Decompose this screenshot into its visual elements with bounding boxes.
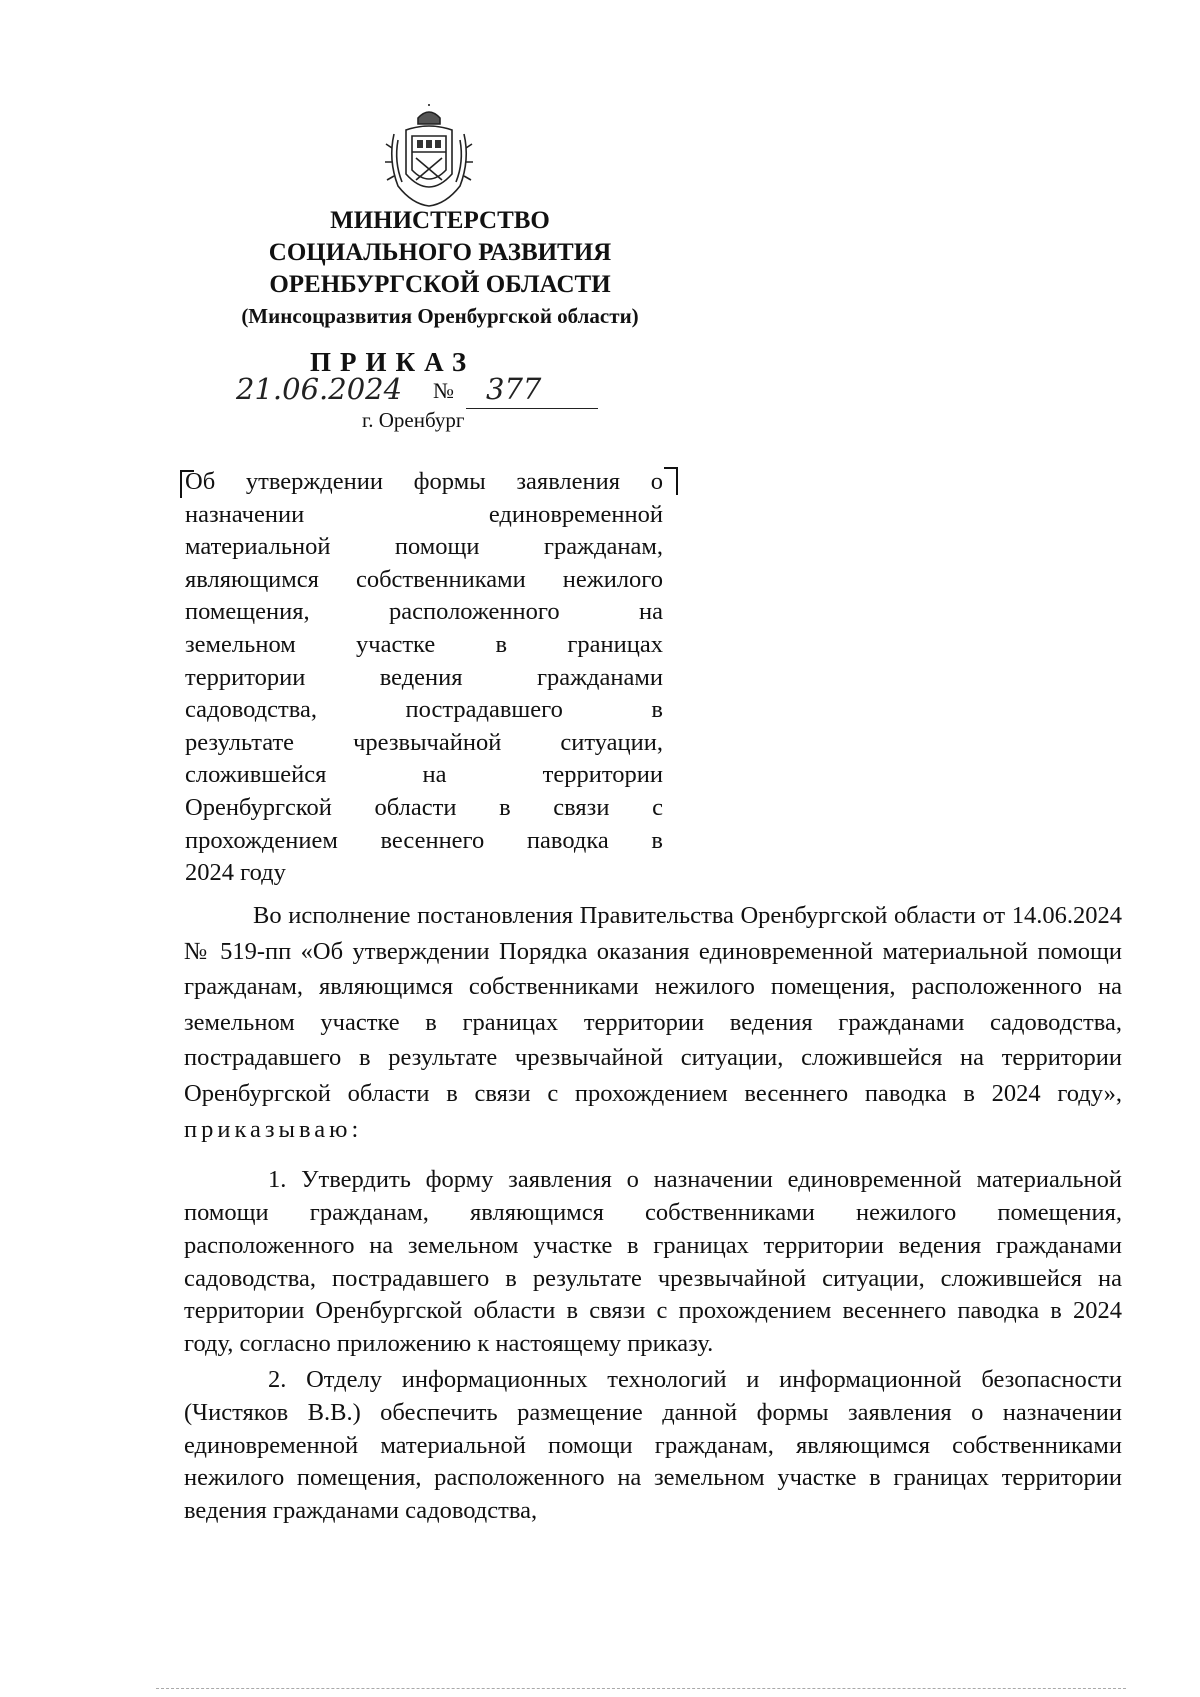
order-body bbox=[184, 898, 1122, 1531]
subject-line: являющимся собственниками нежилого bbox=[185, 565, 663, 593]
order-item-1: 1. Утвердить форму заявления о назначении единовременной материальной помощи гражданам, являющимся собственниками нежилого помещения, расположенного на земельном участке в границах территории ведения гражданами садоводства, пострадавшего в результате чрезвычайной ситуации, сложившейся на территории Оренбургской области в связи с прохождением весеннего паводка в 2024 году, согласно приложению к настоящему приказу. bbox=[184, 1166, 1122, 1358]
ministry-short-name: (Минсоцразвития Оренбургской области) bbox=[241, 304, 639, 328]
coat-of-arms-emblem bbox=[384, 104, 474, 210]
order-number-label: № bbox=[433, 378, 454, 403]
subject-line: результате чрезвычайной ситуации, bbox=[185, 728, 663, 756]
subject-line: назначении единовременной bbox=[185, 500, 663, 528]
subject-line: территории ведения гражданами bbox=[185, 663, 663, 691]
subject-line: садоводства, пострадавшего в bbox=[185, 696, 663, 724]
ministry-header bbox=[160, 205, 720, 331]
ministry-name-line-1: МИНИСТЕРСТВО bbox=[330, 207, 550, 234]
order-number-underline bbox=[466, 408, 598, 409]
order-number-handwritten: 377 bbox=[486, 372, 542, 406]
page-bottom-edge bbox=[156, 1688, 1126, 1689]
subject-line: материальной помощи гражданам, bbox=[185, 533, 663, 561]
decree-word: приказываю: bbox=[184, 1115, 363, 1143]
order-title: ПРИКАЗ bbox=[310, 347, 476, 377]
order-date-handwritten: 21.06.2024 bbox=[236, 372, 403, 406]
intro-text: Во исполнение постановления Правительства Оренбургской области от 14.06.2024 № 519-пп «Об утверждении Порядка оказания единовременной материальной помощи гражданам, являющимся собственниками нежилого помещения, расположенного на земельном участке в границах территории ведения гражданами садоводства, пострадавшего в результате чрезвычайной ситуации, сложившейся на территории Оренбургской области в связи с прохождением весеннего паводка в 2024 году», bbox=[184, 902, 1122, 1107]
intro-paragraph bbox=[184, 898, 1122, 1147]
subject-line: сложившейся на территории bbox=[185, 761, 663, 789]
city-name: г. Оренбург bbox=[362, 408, 465, 432]
subject-line: Оренбургской области в связи с bbox=[185, 793, 663, 821]
subject-line: Об утверждении формы заявления о bbox=[185, 468, 663, 495]
order-item-2: 2. Отделу информационных технологий и информационной безопасности (Чистяков В.В.) обеспечить размещение данной формы заявления о назначении единовременной материальной помощи гражданам, являющимся собственниками нежилого помещения, расположенного на земельном участке в границах территории ведения гражданами садоводства, bbox=[184, 1365, 1122, 1525]
order-subject bbox=[185, 466, 663, 890]
subject-line: 2024 году bbox=[185, 859, 286, 887]
subject-line: прохождением весеннего паводка в bbox=[185, 826, 663, 854]
subject-corner-right bbox=[664, 467, 678, 495]
subject-line: помещения, расположенного на bbox=[185, 598, 663, 626]
ministry-name-line-3: ОРЕНБУРГСКОЙ ОБЛАСТИ bbox=[269, 271, 611, 298]
order-meta bbox=[228, 372, 608, 412]
ministry-name-line-2: СОЦИАЛЬНОГО РАЗВИТИЯ bbox=[268, 239, 612, 266]
subject-line: земельном участке в границах bbox=[185, 630, 663, 658]
